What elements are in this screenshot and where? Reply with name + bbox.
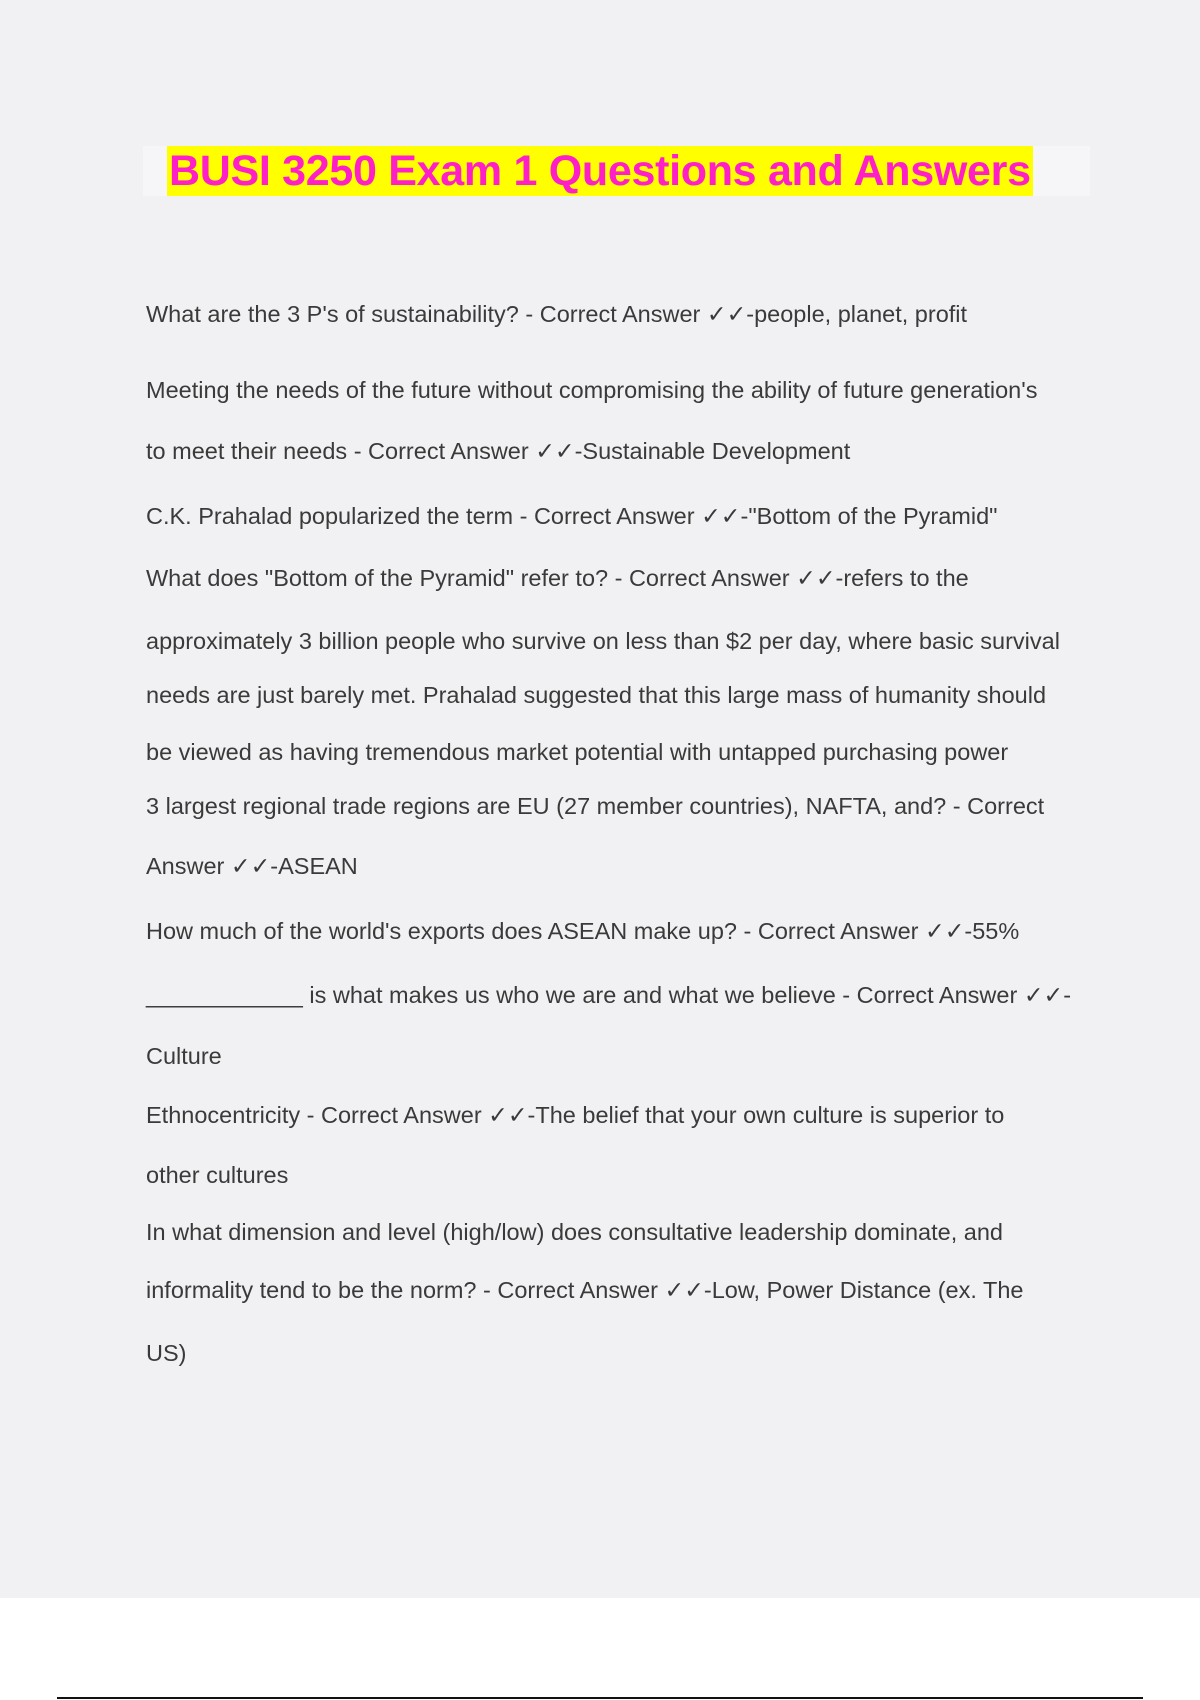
qa-line: to meet their needs - Correct Answer ✓✓-Sustainable Development [146,438,851,464]
qa-line: How much of the world's exports does ASEAN make up? - Correct Answer ✓✓-55% [146,918,1020,944]
qa-line: approximately 3 billion people who survive on less than $2 per day, where basic survival [146,628,1060,654]
qa-line: Culture [146,1043,222,1069]
qa-line: informality tend to be the norm? - Correct Answer ✓✓-Low, Power Distance (ex. The [146,1277,1024,1303]
qa-line: In what dimension and level (high/low) does consultative leadership dominate, and [146,1219,1003,1245]
qa-line: C.K. Prahalad popularized the term - Correct Answer ✓✓-"Bottom of the Pyramid" [146,503,998,529]
footer-divider [57,1697,1143,1699]
qa-line: What does "Bottom of the Pyramid" refer to? - Correct Answer ✓✓-refers to the [146,565,969,591]
qa-line: Ethnocentricity - Correct Answer ✓✓-The belief that your own culture is superior to [146,1102,1005,1128]
qa-line: US) [146,1340,187,1366]
qa-line: Answer ✓✓-ASEAN [146,853,358,879]
qa-line: What are the 3 P's of sustainability? - Correct Answer ✓✓-people, planet, profit [146,301,968,327]
document-title: BUSI 3250 Exam 1 Questions and Answers [169,147,1031,195]
qa-line: 3 largest regional trade regions are EU (27 member countries), NAFTA, and? - Correct [146,793,1045,819]
qa-line: other cultures [146,1162,289,1188]
qa-line: ____________ is what makes us who we are and what we believe - Correct Answer ✓✓- [146,982,1072,1008]
qa-line: Meeting the needs of the future without compromising the ability of future generation's [146,377,1038,403]
qa-line: be viewed as having tremendous market potential with untapped purchasing power [146,739,1009,765]
qa-line: needs are just barely met. Prahalad suggested that this large mass of humanity should [146,682,1047,708]
